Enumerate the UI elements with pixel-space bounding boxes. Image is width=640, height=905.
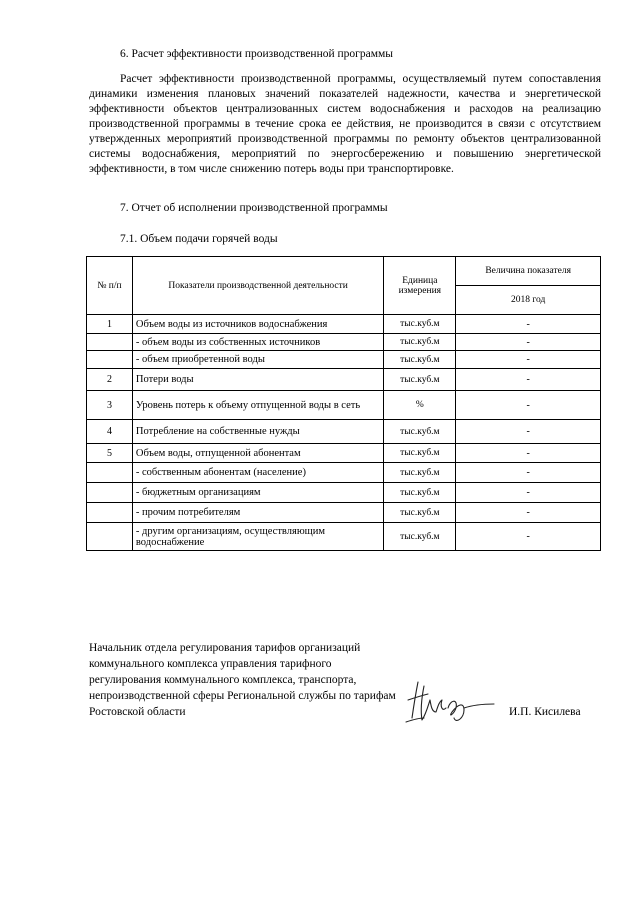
section-7-1-title: 7.1. Объем подачи горячей воды: [120, 233, 278, 245]
table-row: [87, 315, 601, 334]
row-name: - объем приобретенной воды: [132, 351, 383, 369]
row-name: Объем воды из источников водоснабжения: [132, 315, 383, 334]
row-unit: %: [384, 391, 456, 420]
signature-position: Начальник отдела регулирования тарифов организаций коммунального комплекса управления тарифного регулирования коммунального комплекса, транспорта, непроизводственной сферы Региональной службы по тарифам Ростовской области: [89, 642, 396, 718]
row-value: -: [456, 483, 601, 503]
section-6-text: [89, 72, 601, 177]
row-unit: тыс.куб.м: [384, 523, 456, 551]
row-name: - бюджетным организациям: [132, 483, 383, 503]
row-value: -: [456, 503, 601, 523]
row-value: -: [456, 420, 601, 444]
row-value: -: [456, 444, 601, 463]
row-unit: тыс.куб.м: [384, 483, 456, 503]
handwritten-signature: [404, 678, 499, 726]
section-6-title: 6. Расчет эффективности производственной программы: [120, 48, 394, 60]
row-name: Потери воды: [132, 369, 383, 391]
row-num: 4: [87, 420, 133, 444]
row-name: Уровень потерь к объему отпущенной воды в сеть: [132, 391, 383, 420]
table-row: [87, 420, 601, 444]
table-row: [87, 391, 601, 420]
table-row: [87, 523, 601, 551]
row-name: - прочим потребителям: [132, 503, 383, 523]
header-value: Величина показателя: [456, 257, 601, 286]
signer-name: И.П. Кисилева: [509, 706, 581, 718]
row-num: 2: [87, 369, 133, 391]
section-7-title: 7. Отчет об исполнении производственной программы: [120, 202, 388, 214]
row-unit: тыс.куб.м: [384, 334, 456, 351]
row-unit: тыс.куб.м: [384, 315, 456, 334]
row-value: -: [456, 391, 601, 420]
row-unit: тыс.куб.м: [384, 503, 456, 523]
row-value: -: [456, 334, 601, 351]
row-num: [87, 523, 133, 551]
row-num: 1: [87, 315, 133, 334]
row-name: - собственным абонентам (население): [132, 463, 383, 483]
row-unit: тыс.куб.м: [384, 420, 456, 444]
row-unit: тыс.куб.м: [384, 463, 456, 483]
header-num: № п/п: [87, 257, 133, 315]
row-unit: тыс.куб.м: [384, 444, 456, 463]
row-unit: тыс.куб.м: [384, 351, 456, 369]
row-unit: тыс.куб.м: [384, 369, 456, 391]
table-row: [87, 444, 601, 463]
row-value: -: [456, 369, 601, 391]
row-num: [87, 483, 133, 503]
row-num: 5: [87, 444, 133, 463]
table-row: [87, 334, 601, 351]
row-num: [87, 351, 133, 369]
row-num: [87, 463, 133, 483]
header-indicator: Показатели производственной деятельности: [132, 257, 383, 315]
row-name: Объем воды, отпущенной абонентам: [132, 444, 383, 463]
row-name: Потребление на собственные нужды: [132, 420, 383, 444]
table-row: [87, 369, 601, 391]
table-row: [87, 503, 601, 523]
section-6-text-content: Расчет эффективности производственной программы, осуществляемый путем сопоставления динамики изменения плановых значений показателей надежности, качества и энергетической эффективности объектов централизованных систем водоснабжения и расходов на реализацию производственной программы в течение срока ее действия, не производится в связи с отсутствием утвержденных мероприятий производственной программы по ремонту объектов централизованной системы водоснабжения, мероприятий по энергосбережению и повышению энергетической эффективности, в том числе снижению потерь воды при транспортировке.: [89, 73, 601, 175]
row-value: -: [456, 351, 601, 369]
row-value: -: [456, 523, 601, 551]
row-name: - объем воды из собственных источников: [132, 334, 383, 351]
table-row: [87, 463, 601, 483]
row-name: - другим организациям, осуществляющим водоснабжение: [132, 523, 383, 551]
header-year: 2018 год: [456, 286, 601, 315]
row-value: -: [456, 463, 601, 483]
table-row: [87, 351, 601, 369]
row-num: [87, 334, 133, 351]
row-num: [87, 503, 133, 523]
row-num: 3: [87, 391, 133, 420]
row-value: -: [456, 315, 601, 334]
table-row: [87, 483, 601, 503]
hot-water-volume-table: [86, 256, 601, 551]
header-unit: Единица измерения: [384, 257, 456, 315]
